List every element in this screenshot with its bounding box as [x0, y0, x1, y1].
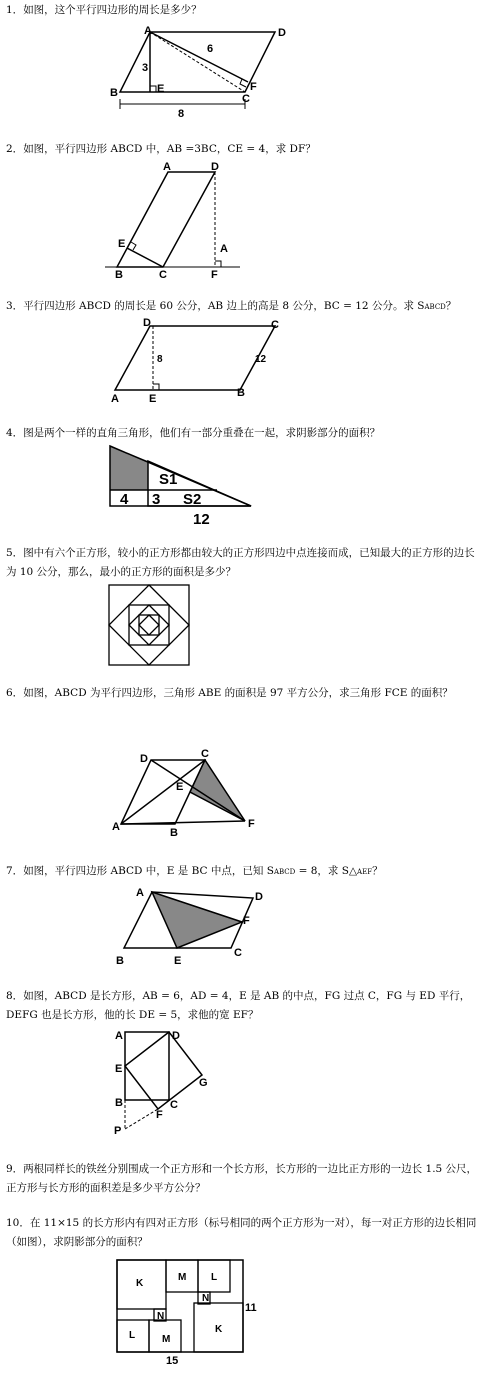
label-height: 3 [142, 62, 149, 74]
question-3 [6, 297, 478, 317]
label-B: B [116, 955, 124, 967]
label-A: A [144, 25, 152, 37]
question-number: 4． [6, 427, 24, 439]
question-text: 两根同样长的铁丝分别围成一个正方形和一个长方形，长方形的一边比正方形的一边长 1.5 公尺，正方形与长方形的面积差是多少平方公分？ [6, 1163, 478, 1194]
figure-3-parallelogram [105, 318, 295, 408]
question-number: 8． [6, 990, 24, 1002]
question-number: 6． [6, 687, 24, 699]
question-6 [6, 684, 478, 703]
question-number: 5． [6, 547, 24, 559]
question-end: ？ [445, 300, 457, 312]
label-E: E [149, 393, 157, 405]
label-A: A [136, 887, 144, 899]
question-10 [6, 1214, 478, 1252]
label-D: D [140, 753, 148, 765]
label-B: B [110, 87, 118, 99]
question-end: ？ [372, 865, 383, 877]
label-C: C [242, 93, 250, 105]
label-D: D [211, 161, 219, 173]
label-N-2: N [157, 1311, 165, 1322]
label-D: D [143, 318, 151, 329]
label-A: A [115, 1030, 123, 1042]
label-N-1: N [202, 1293, 210, 1304]
label-S2: S2 [183, 491, 202, 508]
label-C: C [201, 748, 209, 760]
label-height: 8 [157, 354, 163, 365]
figure-2-parallelogram [105, 160, 265, 280]
label-E: E [115, 1063, 123, 1075]
label-A: A [112, 821, 120, 833]
label-D: D [255, 891, 263, 903]
figure-1-parallelogram [100, 24, 300, 124]
question-mid: = 8，求 S△ [295, 865, 358, 877]
figure-6-parallelogram [110, 744, 270, 840]
label-C: C [170, 1099, 178, 1111]
label-side: 6 [207, 43, 214, 55]
question-text: 图是两个一样的直角三角形，他们有一部分重叠在一起，求阴影部分的面积？ [23, 427, 381, 439]
label-G: G [199, 1077, 208, 1089]
label-C: C [234, 947, 242, 959]
label-A: A [111, 393, 119, 405]
label-M-2: M [162, 1334, 171, 1345]
question-7 [6, 862, 478, 882]
question-number: 7． [6, 865, 24, 877]
question-subscript-2: AEF [357, 868, 373, 876]
label-F: F [211, 269, 218, 280]
label-A2: A [220, 243, 228, 255]
label-12: 12 [193, 511, 210, 528]
label-D: D [278, 27, 286, 39]
question-8 [6, 987, 478, 1025]
label-3: 3 [152, 491, 161, 508]
label-E: E [176, 781, 184, 793]
label-L-2: L [129, 1330, 136, 1341]
question-9 [6, 1160, 478, 1198]
label-base: 8 [178, 108, 185, 120]
label-D: D [172, 1030, 180, 1042]
question-number: 10． [6, 1217, 30, 1229]
label-F: F [250, 81, 257, 93]
label-M-1: M [178, 1272, 187, 1283]
label-B: B [237, 387, 245, 399]
question-text: 在 11×15 的长方形内有四对正方形（标号相同的两个正方形为一对），每一对正方形的边长相同（如图），求阴影部分的面积？ [6, 1217, 477, 1248]
question-2 [6, 140, 478, 159]
question-number: 2． [6, 143, 24, 155]
label-F: F [248, 818, 255, 830]
figure-7-parallelogram [110, 884, 270, 970]
question-subscript: ABCD [424, 303, 446, 311]
question-text: 如图，ABCD 为平行四边形，三角形 ABE 的面积是 97 平方公分，求三角形 FCE 的面积？ [23, 687, 453, 699]
label-11: 11 [245, 1302, 257, 1314]
question-text: 如图，这个平行四边形的周长是多少？ [23, 4, 202, 16]
label-B: B [115, 269, 123, 280]
label-F: F [156, 1109, 163, 1121]
label-4: 4 [120, 491, 129, 508]
question-text: 如图，平行四边形 ABCD 中，AB =3BC，CE = 4，求 DF？ [23, 143, 316, 155]
figure-4-triangles [105, 444, 265, 530]
label-K-2: K [215, 1324, 223, 1335]
label-A: A [163, 161, 171, 173]
label-K-1: K [136, 1278, 144, 1289]
question-5 [6, 544, 478, 582]
label-F: F [243, 915, 250, 927]
label-15: 15 [166, 1355, 179, 1367]
question-text: 图中有六个正方形，较小的正方形都由较大的正方形四边中点连接而成，已知最大的正方形的边长为 10 公分，那么，最小的正方形的面积是多少？ [6, 547, 475, 578]
label-E: E [157, 83, 165, 95]
figure-8-rectangles [110, 1026, 220, 1138]
question-1 [6, 1, 478, 20]
label-B: B [115, 1097, 123, 1109]
label-E: E [118, 238, 126, 250]
question-text: 如图，平行四边形 ABCD 中，E 是 BC 中点，已知 S [23, 865, 274, 877]
figure-5-nested-squares [108, 584, 190, 666]
question-4 [6, 424, 478, 443]
label-L-1: L [211, 1272, 218, 1283]
label-C: C [159, 269, 167, 280]
question-number: 1． [6, 4, 24, 16]
question-number: 9． [6, 1163, 24, 1175]
figure-10-squares [112, 1256, 262, 1392]
label-B: B [170, 827, 178, 839]
question-text: 如图，ABCD 是长方形，AB = 6，AD = 4，E 是 AB 的中点，FG 过点 C，FG 与 ED 平行，DEFG 也是长方形，他的长 DE = 5，求他的宽 EF？ [6, 990, 471, 1021]
question-subscript: ABCD [273, 868, 296, 876]
label-bc: 12 [255, 354, 267, 365]
question-number: 3． [6, 300, 24, 312]
label-C: C [271, 319, 279, 331]
label-E: E [174, 955, 182, 967]
label-P: P [114, 1125, 122, 1137]
question-text: 平行四边形 ABCD 的周长是 60 公分，AB 边上的高是 8 公分，BC = 12 公分。求 S [23, 300, 425, 312]
label-S1: S1 [159, 471, 178, 488]
